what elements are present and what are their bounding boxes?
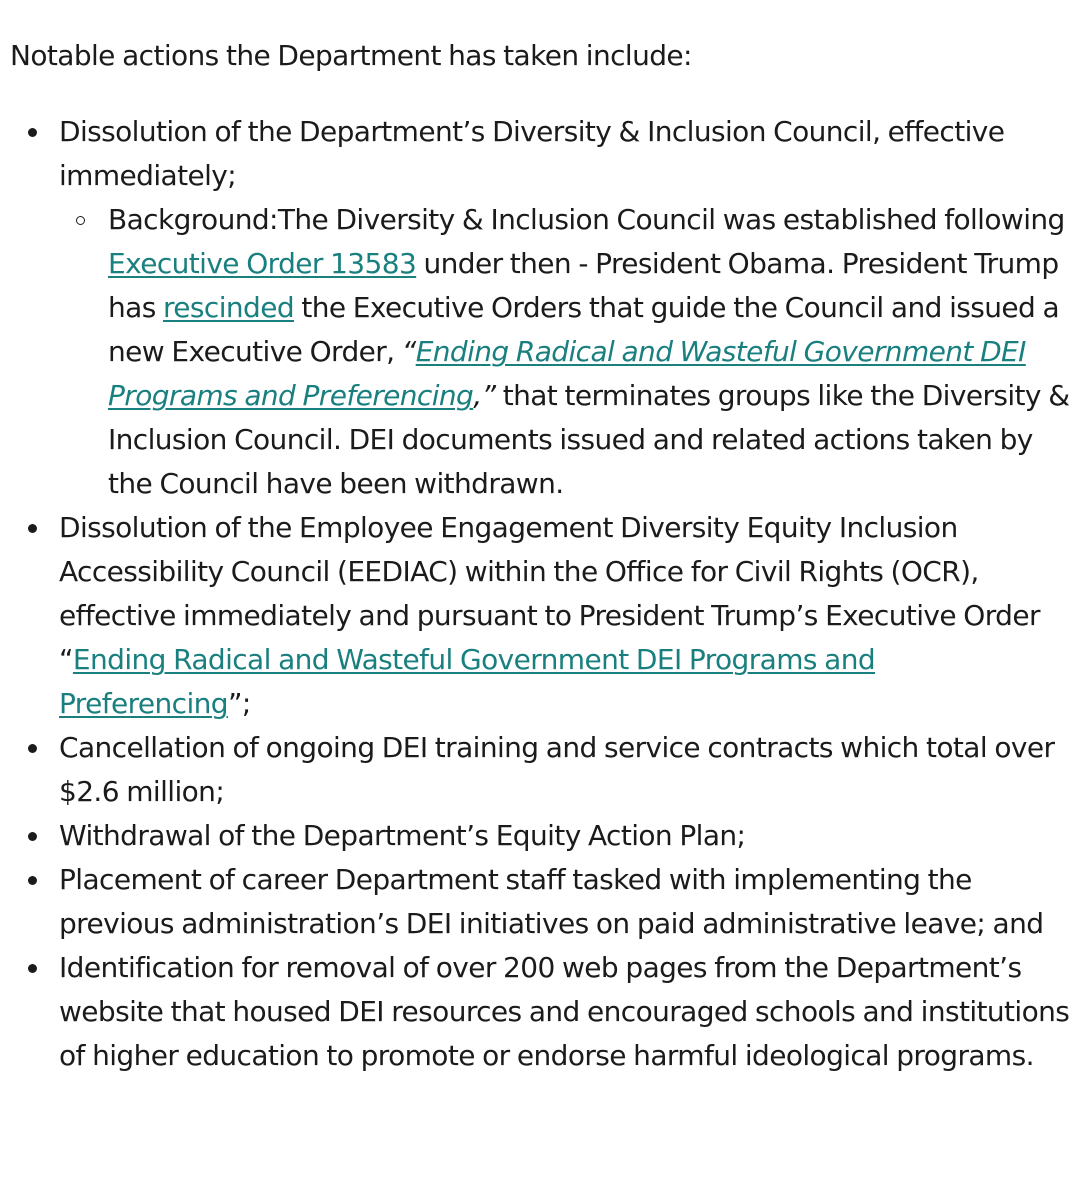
list-item <box>59 858 1070 946</box>
background-text-part3: the Executive Orders that guide the Council and issued a new Executive Order, <box>108 291 1060 368</box>
rescinded-link[interactable]: rescinded <box>163 291 295 324</box>
quote-close: ,” <box>473 379 496 412</box>
list-item-text: Withdrawal of the Department’s Equity Action Plan; <box>59 819 746 852</box>
list-item <box>59 814 1070 858</box>
sub-list <box>59 198 1070 506</box>
eediac-text-end: ”; <box>227 687 251 720</box>
sub-list-item <box>108 198 1070 506</box>
ending-radical-dei-link-text: Ending Radical and Wasteful Government DEI Programs and Preferencing <box>108 335 1026 412</box>
list-item <box>59 506 1070 726</box>
list-item <box>59 946 1070 1078</box>
quote-open: “ <box>401 335 416 368</box>
ending-radical-dei-link[interactable]: Ending Radical and Wasteful Government DEI Programs and Preferencing <box>59 643 876 720</box>
actions-list <box>10 110 1070 1078</box>
list-item-text: Identification for removal of over 200 web pages from the Department’s website that housed DEI resources and encouraged schools and institutions of higher education to promote or endorse harmful ideological programs. <box>59 951 1070 1072</box>
background-text-part2: under then - President Obama. President Trump has <box>108 247 1059 324</box>
list-item-text: Dissolution of the Department’s Diversity & Inclusion Council, effective immediately; <box>59 115 1005 192</box>
list-item-text: Cancellation of ongoing DEI training and service contracts which total over $2.6 million; <box>59 731 1055 808</box>
background-text-part1: Background:The Diversity & Inclusion Council was established following <box>108 203 1065 236</box>
list-item <box>59 726 1070 814</box>
background-text-part4: that terminates groups like the Diversity & Inclusion Council. DEI documents issued and related actions taken by the Council have been withdrawn. <box>108 379 1070 500</box>
eediac-text: Dissolution of the Employee Engagement Diversity Equity Inclusion Accessibility Council (EEDIAC) within the Office for Civil Rights (OCR), effective immediately and pursuant to President Trump’s Executive Order “ <box>59 511 1040 676</box>
executive-order-13583-link[interactable]: Executive Order 13583 <box>108 247 417 280</box>
list-item-text: Placement of career Department staff tasked with implementing the previous administration’s DEI initiatives on paid administrative leave; and <box>59 863 1044 940</box>
list-item <box>59 110 1070 506</box>
intro-text: Notable actions the Department has taken include: <box>10 39 692 72</box>
